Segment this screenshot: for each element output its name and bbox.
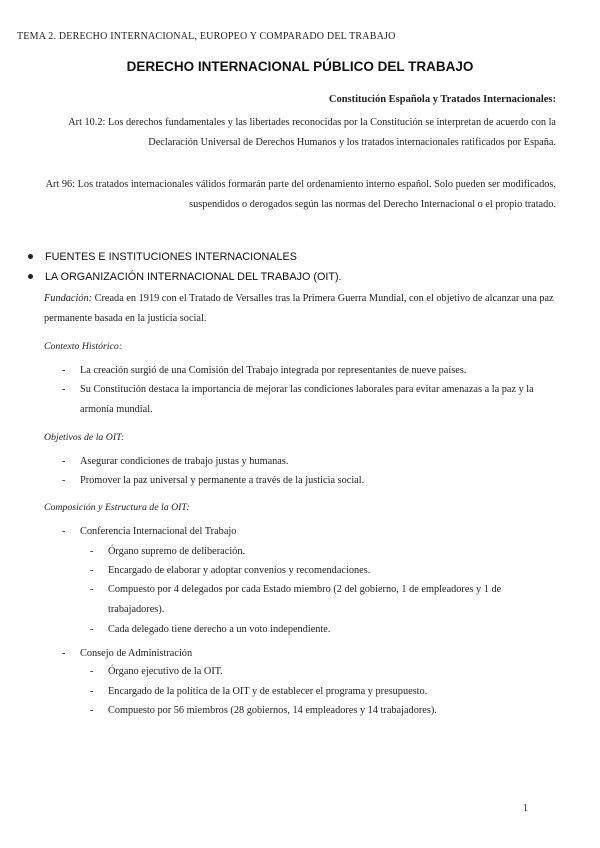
article-10-2: Art 10.2: Los derechos fundamentales y las libertades reconocidas por la Constitución se interpretan de acuerdo con la Declaración Universal de Derechos Humanos y los tratados internacionales ratificados por España. [68, 117, 556, 148]
dash-marker: - [90, 666, 94, 677]
list-item-conferencia: - Conferencia Internacional del Trabajo [80, 522, 556, 542]
list-item: - Cada delegado tiene derecho a un voto independiente. [108, 620, 556, 640]
dash-marker: - [90, 624, 94, 635]
bullet-fuentes [28, 251, 297, 263]
list-item: - Compuesto por 4 delegados por cada Estado miembro (2 del gobierno, 1 de empleadores y 1 de trabajadores). [108, 580, 556, 620]
dash-marker: - [90, 686, 94, 697]
bullet-label: LA ORGANIZACIÓN INTERNACIONAL DEL TRABAJO (OIT). [45, 271, 342, 283]
bullet-label: FUENTES E INSTITUCIONES INTERNACIONALES [45, 251, 297, 263]
list-item: - Encargado de la política de la OIT y de establecer el programa y presupuesto. [108, 682, 556, 702]
fundacion-label: Fundación: [44, 293, 93, 304]
list-item: - Órgano ejecutivo de la OIT. [108, 662, 556, 682]
bullet-oit [28, 271, 342, 283]
running-header: TEMA 2. DERECHO INTERNACIONAL, EUROPEO Y COMPARADO DEL TRABAJO [17, 31, 396, 42]
list-item: - Órgano supremo de deliberación. [108, 542, 556, 562]
list-item: - Su Constitución destaca la importancia de mejorar las condiciones laborales para evitar amenazas a la paz y la armonía mundial. [80, 380, 556, 420]
list-item: - Encargado de elaborar y adoptar convenios y recomendaciones. [108, 561, 556, 581]
bullet-dot-icon [28, 274, 33, 279]
dash-marker: - [62, 526, 66, 537]
dash-marker: - [90, 546, 94, 557]
dash-marker: - [62, 648, 66, 659]
list-item-consejo: - Consejo de Administración [80, 644, 556, 664]
page-title: DERECHO INTERNACIONAL PÚBLICO DEL TRABAJO [126, 59, 474, 74]
composicion-heading: Composición y Estructura de la OIT: [44, 502, 190, 513]
dash-marker: - [62, 475, 66, 486]
contexto-heading: Contexto Histórico: [44, 341, 123, 352]
dash-marker: - [90, 584, 94, 595]
constitucion-heading: Constitución Española y Tratados Internacionales: [328, 94, 556, 105]
dash-marker: - [62, 384, 66, 395]
page-number: 1 [523, 803, 528, 814]
list-item: - Compuesto por 56 miembros (28 gobiernos, 14 empleadores y 14 trabajadores). [108, 701, 556, 721]
dash-marker: - [62, 365, 66, 376]
objetivos-heading: Objetivos de la OIT: [44, 432, 125, 443]
fundacion-text: Creada en 1919 con el Tratado de Versalles tras la Primera Guerra Mundial, con el objetivo de alcanzar una paz permanente basada en la justicia social. [44, 293, 554, 324]
dash-marker: - [90, 705, 94, 716]
dash-marker: - [90, 565, 94, 576]
fundacion-paragraph [44, 289, 556, 329]
dash-marker: - [62, 456, 66, 467]
list-item: - Promover la paz universal y permanente a través de la justicia social. [80, 471, 556, 491]
list-item: - Asegurar condiciones de trabajo justas y humanas. [80, 452, 556, 472]
article-96: Art 96: Los tratados internacionales válidos formarán parte del ordenamiento interno español. Solo pueden ser modificados, suspendidos o derogados según las normas del Derecho Internacional o el propio tratado. [45, 179, 556, 210]
bullet-dot-icon [28, 254, 33, 259]
list-item: - La creación surgió de una Comisión del Trabajo integrada por representantes de nueve países. [80, 361, 556, 381]
